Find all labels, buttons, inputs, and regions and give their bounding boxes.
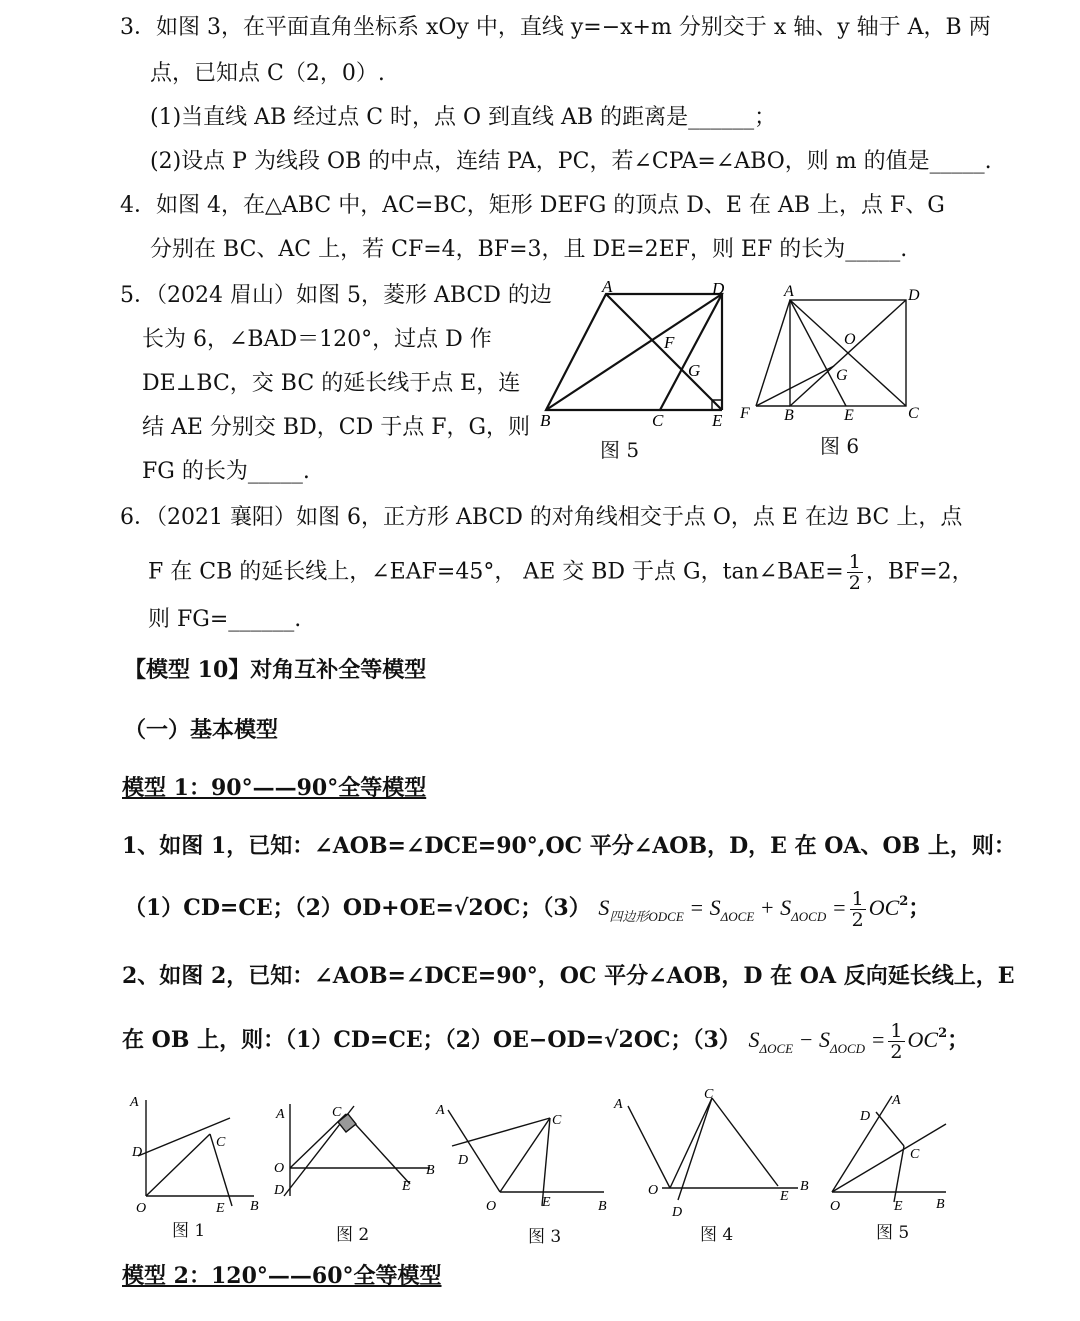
minus: − S bbox=[798, 1027, 830, 1052]
bottom-figure4 bbox=[608, 1084, 814, 1220]
s-symbol: S bbox=[748, 1027, 760, 1052]
fraction-one-half bbox=[888, 1021, 904, 1062]
eq: = S bbox=[689, 895, 721, 920]
segment-af bbox=[756, 300, 790, 406]
bottom-fig3-caption: 图 3 bbox=[528, 1227, 562, 1247]
end-mark: ； bbox=[908, 895, 931, 921]
problem5-line1: 5．（2024 眉山）如图 5，菱形 ABCD 的边 bbox=[120, 283, 552, 308]
fig5-label-g: G bbox=[688, 361, 701, 380]
bottom-fig4-caption: 图 4 bbox=[700, 1225, 734, 1245]
fig5-label-d: D bbox=[712, 280, 725, 298]
frac-den: 2 bbox=[890, 1040, 903, 1063]
fig5-label-f: F bbox=[664, 333, 675, 352]
problem3-line1 bbox=[120, 14, 991, 42]
svg-text:O: O bbox=[274, 1161, 285, 1176]
problem3-line2: 点，已知点 C（2，0）. bbox=[150, 61, 385, 86]
diagonal-bd bbox=[546, 294, 722, 410]
frac-den: 2 bbox=[848, 572, 861, 594]
problem6-line2-tail: ，BF=2， bbox=[865, 559, 974, 585]
bottom-fig1-caption: 图 1 bbox=[172, 1221, 206, 1241]
svg-text:B: B bbox=[598, 1199, 607, 1214]
item2-text-b: OC；（3） bbox=[633, 1027, 741, 1053]
svg-text:O: O bbox=[648, 1183, 659, 1198]
problem6-line2-text: F 在 CB 的延长线上，∠EAF=45°， AE 交 BD 于点 G，tan∠BAE= bbox=[148, 559, 844, 585]
svg-text:C: C bbox=[910, 1147, 920, 1162]
item2-text: 在 OB 上，则：（1）CD=CE；（2）OE−OD= bbox=[122, 1027, 605, 1053]
oc-term: OC bbox=[907, 1027, 939, 1052]
bottom-fig5-caption: 图 5 bbox=[876, 1223, 910, 1243]
svg-text:O: O bbox=[486, 1199, 497, 1214]
svg-text:A: A bbox=[276, 1107, 285, 1122]
svg-text:D: D bbox=[132, 1145, 143, 1160]
s-sub-oce: ΔOCE bbox=[759, 1041, 794, 1056]
bottom-figure2 bbox=[270, 1096, 440, 1206]
eq: = bbox=[870, 1027, 886, 1052]
s-sub-quad: 四边形ODCE bbox=[609, 909, 684, 924]
frac-num: 1 bbox=[890, 1019, 903, 1042]
bottom-figure5 bbox=[820, 1088, 960, 1218]
plus: + S bbox=[759, 895, 792, 920]
sqrt2-symbol: √2 bbox=[453, 895, 484, 921]
figure5-diagram bbox=[536, 280, 736, 430]
sqrt2-symbol: √2 bbox=[604, 1027, 634, 1053]
svg-text:B: B bbox=[936, 1197, 945, 1212]
problem3-text: 如图 3，在平面直角坐标系 xOy 中，直线 y=−x+m 分别交于 x 轴、y 轴于 A，B 两 bbox=[156, 15, 991, 40]
s-sub-oce: ΔOCE bbox=[720, 909, 755, 924]
svg-text:A: A bbox=[892, 1093, 901, 1108]
frac-num: 1 bbox=[848, 551, 861, 573]
fig5-label-c: C bbox=[652, 411, 664, 430]
problem5-line2: 长为 6，∠BAD＝120°，过点 D 作 bbox=[142, 327, 492, 352]
svg-text:B: B bbox=[800, 1179, 809, 1194]
end-mark: ； bbox=[947, 1027, 970, 1053]
segment-ae bbox=[606, 294, 722, 410]
item1-text: （1）CD=CE；（2）OD+OE= bbox=[124, 895, 454, 921]
problem3-q1: (1)当直线 AB 经过点 C 时，点 O 到直线 AB 的距离是______； bbox=[150, 105, 777, 130]
problem5-line4: 结 AE 分别交 BD，CD 于点 F，G，则 bbox=[142, 415, 531, 440]
item2-line2 bbox=[122, 1020, 969, 1063]
svg-text:C: C bbox=[552, 1113, 562, 1128]
svg-text:A: A bbox=[130, 1095, 139, 1110]
problem4-line1 bbox=[120, 192, 945, 220]
bottom-fig2-caption: 图 2 bbox=[336, 1225, 370, 1245]
svg-text:D: D bbox=[274, 1183, 285, 1198]
fig6-label-b: B bbox=[784, 407, 794, 424]
fig5-label-a: A bbox=[602, 280, 613, 296]
svg-text:A: A bbox=[436, 1103, 445, 1118]
svg-text:E: E bbox=[402, 1179, 411, 1194]
figure6-caption: 图 6 bbox=[820, 434, 860, 458]
figure5-caption: 图 5 bbox=[600, 438, 640, 462]
problem6-line1: 6．（2021 襄阳）如图 6，正方形 ABCD 的对角线相交于点 O，点 E 在边 BC 上，点 bbox=[120, 505, 963, 530]
fig6-label-g: G bbox=[836, 367, 848, 384]
s-sub-ocd: ΔOCD bbox=[829, 1041, 866, 1056]
problem3-number: 3． bbox=[120, 15, 156, 40]
svg-text:A: A bbox=[614, 1097, 623, 1112]
fraction-one-half bbox=[847, 552, 863, 593]
problem6-line3: 则 FG=______. bbox=[148, 607, 302, 632]
problem5-line3: DE⊥BC，交 BC 的延长线于点 E，连 bbox=[142, 371, 521, 396]
problem3-q2: (2)设点 P 为线段 OB 的中点，连结 PA，PC，若∠CPA=∠ABO，则 m 的值是_____. bbox=[150, 149, 992, 174]
problem4-line2: 分别在 BC、AC 上，若 CF=4，BF=3，且 DE=2EF，则 EF 的长为_____. bbox=[150, 237, 908, 262]
square-sup: 2 bbox=[899, 894, 909, 909]
bottom-figure3 bbox=[430, 1094, 610, 1218]
segment-ae bbox=[790, 300, 846, 406]
svg-text:O: O bbox=[830, 1199, 841, 1214]
problem6-line2 bbox=[148, 552, 974, 593]
problem4-number: 4． bbox=[120, 193, 156, 218]
item1-line2 bbox=[124, 888, 930, 931]
fig6-label-e: E bbox=[844, 407, 854, 424]
fig5-label-b: B bbox=[540, 411, 551, 430]
fig6-label-a: A bbox=[784, 283, 794, 300]
model1-heading: 模型 1：90°——90°全等模型 bbox=[122, 775, 427, 801]
s-sub-ocd: ΔOCD bbox=[791, 909, 827, 924]
area-formula bbox=[598, 895, 847, 924]
item1-text-b: OC；（3） bbox=[483, 895, 591, 921]
problem4-text: 如图 4，在△ABC 中，AC=BC，矩形 DEFG 的顶点 D、E 在 AB 上，点 F、G bbox=[156, 193, 945, 218]
figure6-diagram bbox=[738, 280, 928, 425]
fig5-label-e: E bbox=[712, 411, 723, 430]
svg-text:D: D bbox=[672, 1205, 683, 1220]
svg-text:E: E bbox=[216, 1201, 225, 1216]
item1-line1: 1、如图 1，已知：∠AOB=∠DCE=90°,OC 平分∠AOB，D，E 在 OA、OB 上，则： bbox=[122, 833, 1016, 859]
svg-text:B: B bbox=[426, 1163, 435, 1178]
oc-term: OC bbox=[868, 895, 900, 920]
svg-text:E: E bbox=[542, 1195, 551, 1210]
fig6-label-f: F bbox=[740, 405, 750, 422]
model2-heading: 模型 2：120°——60°全等模型 bbox=[122, 1263, 442, 1289]
segment-fg bbox=[756, 366, 834, 406]
svg-text:B: B bbox=[250, 1199, 259, 1214]
item2-line1: 2、如图 2，已知：∠AOB=∠DCE=90°，OC 平分∠AOB，D 在 OA 反向延长线上，E bbox=[122, 963, 1015, 989]
frac-num: 1 bbox=[851, 887, 864, 910]
frac-den: 2 bbox=[851, 908, 864, 931]
area-formula bbox=[748, 1027, 886, 1056]
svg-text:C: C bbox=[216, 1135, 226, 1150]
eq2: = bbox=[831, 895, 847, 920]
svg-text:D: D bbox=[860, 1109, 871, 1124]
s-symbol: S bbox=[598, 895, 610, 920]
svg-text:E: E bbox=[780, 1189, 789, 1204]
svg-text:C: C bbox=[332, 1105, 342, 1120]
svg-text:O: O bbox=[136, 1201, 147, 1216]
section-subtitle: （一）基本模型 bbox=[124, 717, 279, 743]
fraction-one-half bbox=[850, 889, 866, 930]
fig6-label-o: O bbox=[844, 331, 856, 348]
square-sup: 2 bbox=[938, 1026, 948, 1041]
fig6-label-c: C bbox=[908, 405, 919, 422]
svg-text:E: E bbox=[894, 1199, 903, 1214]
fig6-label-d: D bbox=[908, 287, 920, 304]
svg-text:D: D bbox=[458, 1153, 469, 1168]
problem5-line5: FG 的长为_____. bbox=[142, 459, 310, 484]
svg-text:C: C bbox=[704, 1087, 714, 1102]
bottom-figure1 bbox=[124, 1088, 274, 1218]
section-title: 【模型 10】对角互补全等模型 bbox=[124, 657, 427, 683]
